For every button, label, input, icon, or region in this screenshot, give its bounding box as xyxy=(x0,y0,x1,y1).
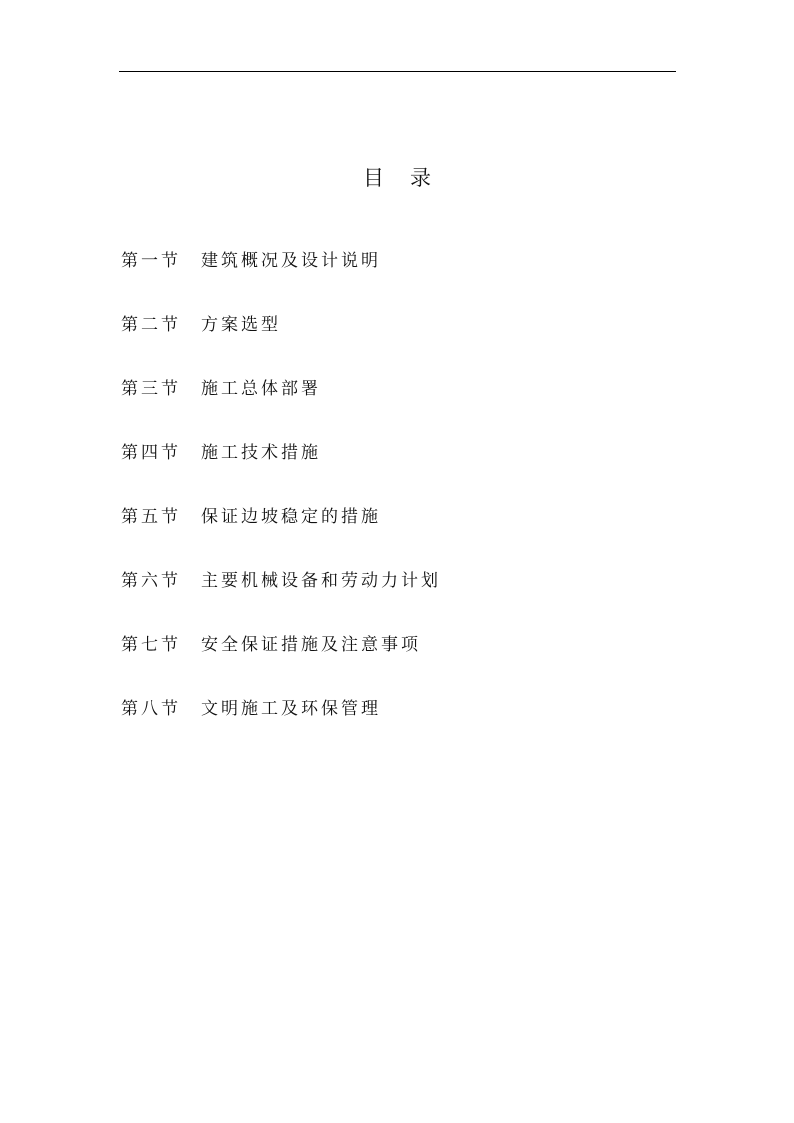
toc-section-number: 第八节 xyxy=(121,699,181,719)
toc-entry-2 xyxy=(121,312,441,376)
toc-entry-8 xyxy=(121,696,441,760)
toc-section-number: 第五节 xyxy=(121,507,181,527)
toc-entry-6 xyxy=(121,568,441,632)
toc-section-title: 安全保证措施及注意事项 xyxy=(201,635,421,655)
toc-section-title: 建筑概况及设计说明 xyxy=(201,251,381,271)
toc-entry-4 xyxy=(121,440,441,504)
toc-section-title: 主要机械设备和劳动力计划 xyxy=(201,571,441,591)
toc-section-number: 第二节 xyxy=(121,315,181,335)
table-of-contents xyxy=(121,248,441,760)
toc-section-number: 第四节 xyxy=(121,443,181,463)
toc-section-title: 方案选型 xyxy=(201,315,281,335)
toc-section-number: 第三节 xyxy=(121,379,181,399)
toc-section-number: 第七节 xyxy=(121,635,181,655)
toc-entry-1 xyxy=(121,248,441,312)
header-rule xyxy=(119,71,676,72)
page-title: 目录 xyxy=(363,166,457,190)
toc-section-title: 文明施工及环保管理 xyxy=(201,699,381,719)
toc-entry-3 xyxy=(121,376,441,440)
toc-section-number: 第一节 xyxy=(121,251,181,271)
toc-section-title: 施工总体部署 xyxy=(201,379,321,399)
toc-entry-7 xyxy=(121,632,441,696)
toc-entry-5 xyxy=(121,504,441,568)
toc-section-title: 施工技术措施 xyxy=(201,443,321,463)
toc-section-title: 保证边坡稳定的措施 xyxy=(201,507,381,527)
toc-section-number: 第六节 xyxy=(121,571,181,591)
